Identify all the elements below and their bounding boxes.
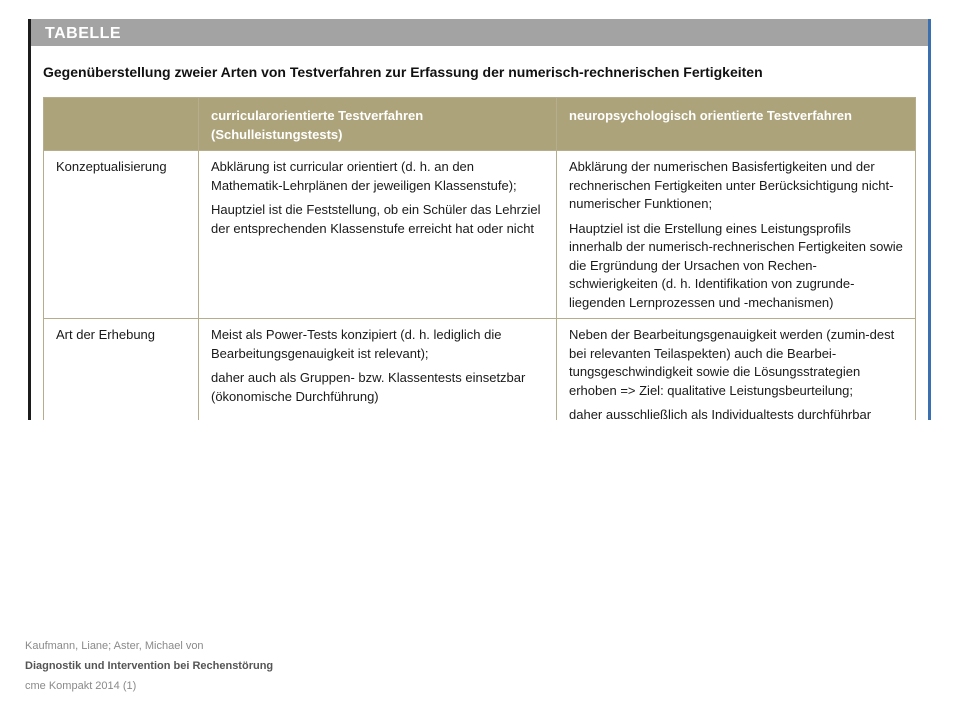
figure-banner bbox=[31, 19, 928, 46]
cell-paragraph: Abklärung der numerischen Basisfertigkeiten und der rechnerischen Fertigkeiten unter Berücksichtigung nicht-numerischer Funktionen; bbox=[569, 159, 894, 211]
table-row bbox=[44, 319, 916, 421]
cell-neuro-erhebung bbox=[557, 319, 916, 421]
table-row bbox=[44, 151, 916, 319]
table-figure bbox=[28, 19, 931, 420]
figure-banner-label: TABELLE bbox=[45, 25, 122, 42]
cell-paragraph: Neben der Bearbeitungsgenauigkeit werden (zumin-dest bei relevanten Teilaspekten) auch die Bearbei-tungsgeschwindigkeit sowie die Lösungsstrategien erhoben => Ziel: qualitative Leistungsbeurteilung; bbox=[569, 327, 895, 398]
comparison-table bbox=[43, 97, 916, 420]
figure-right-border bbox=[928, 19, 931, 420]
cell-neuro-konzeptualisierung bbox=[557, 151, 916, 319]
row-label-art-der-erhebung: Art der Erhebung bbox=[44, 319, 199, 421]
cell-paragraph: daher auch als Gruppen- bzw. Klassentests einsetzbar (ökonomische Durchführung) bbox=[211, 370, 526, 404]
table-title: Gegenüberstellung zweier Arten von Testverfahren zur Erfassung der numerisch-rechnerischen Fertigkeiten bbox=[43, 64, 763, 80]
header-empty-cell bbox=[44, 98, 199, 151]
cell-paragraph: Meist als Power-Tests konzipiert (d. h. lediglich die Bearbeitungsgenauigkeit ist relevant); bbox=[211, 327, 502, 361]
row-label-konzeptualisierung: Konzeptualisierung bbox=[44, 151, 199, 319]
citation-authors: Kaufmann, Liane; Aster, Michael von bbox=[25, 640, 204, 652]
citation bbox=[25, 636, 273, 696]
citation-work: Diagnostik und Intervention bei Rechenstörung bbox=[25, 660, 274, 672]
table-header-row bbox=[44, 98, 916, 151]
cell-paragraph: daher ausschließlich als Individualtests durchführbar bbox=[569, 407, 872, 420]
figure-left-border bbox=[28, 19, 31, 420]
citation-source: cme Kompakt 2014 (1) bbox=[25, 680, 137, 692]
header-curricular: curricularorientierte Testverfahren (Schulleistungstests) bbox=[199, 98, 557, 151]
cell-curricular-konzeptualisierung bbox=[199, 151, 557, 319]
header-neuropsychological: neuropsychologisch orientierte Testverfahren bbox=[557, 98, 916, 151]
cell-curricular-erhebung bbox=[199, 319, 557, 421]
cell-paragraph: Hauptziel ist die Feststellung, ob ein Schüler das Lehrziel der entsprechenden Klassenstufe erreicht hat oder nicht bbox=[211, 202, 541, 236]
cell-paragraph: Hauptziel ist die Erstellung eines Leistungsprofils innerhalb der numerisch-rechnerischen Fertigkeiten sowie die Ergründung der Ursachen von Rechen-schwierigkeiten (d. h. Identifikation von zugrunde-liegenden Lernprozessen und -mechanismen) bbox=[569, 220, 903, 310]
cell-paragraph: Abklärung ist curricular orientiert (d. h. an den Mathematik-Lehrplänen der jeweiligen Klassenstufe); bbox=[211, 159, 517, 193]
